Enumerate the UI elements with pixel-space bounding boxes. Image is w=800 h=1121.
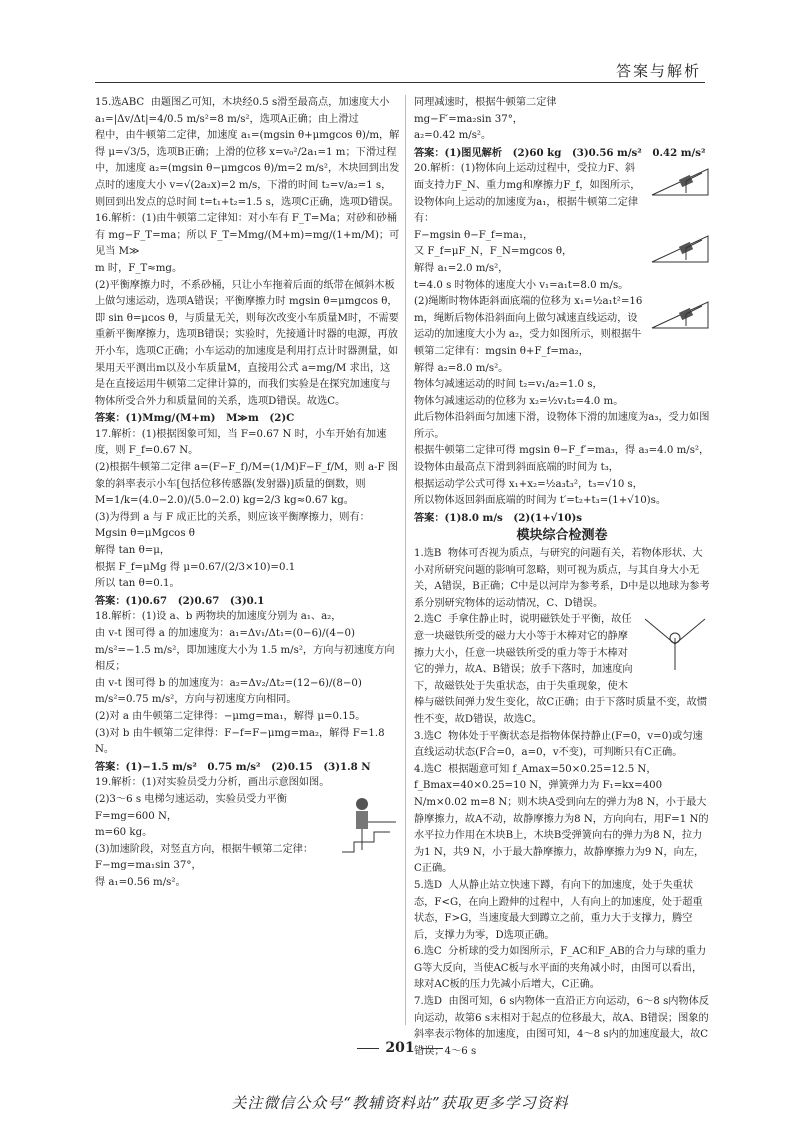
section-title: 模块综合检测卷 — [516, 528, 608, 544]
solution-paragraph: 19.解析：(1)对实验员受力分析，画出示意图如图。 — [95, 777, 330, 789]
page-header — [95, 52, 705, 83]
left-column — [95, 95, 400, 892]
solution-paragraph: 得 a₁=0.56 m/s²。 — [95, 876, 186, 888]
page-number: 201 — [340, 1040, 460, 1056]
solution-paragraph: 又 F_f=μF_N，F_N=mgcos θ， — [414, 246, 573, 258]
solution-paragraph: 根据运动学公式可得 x₁+x₂=½a₃t₃²，t₃=√10 s， — [414, 478, 643, 490]
answer-line: 答案：(1)−1.5 m/s² 0.75 m/s² (2)0.15 (3)1.8 N — [95, 760, 371, 773]
footer-note: 关注微信公众号“教辅资料站”获取更多学习资料 — [231, 1094, 569, 1112]
answer-line: 答案：(1)图见解析 (2)60 kg (3)0.56 m/s² 0.42 m/s² — [414, 146, 706, 159]
solution-paragraph: 由 v-t 图可得 b 的加速度为：a₂=Δv₂/Δt₂=(12−6)/(8−0) m/s²=0.75 m/s²，方向与初速度方向相同。 — [95, 677, 366, 706]
solution-paragraph: 5.选D 人从静止站立快速下蹲，有向下的加速度，处于失重状态，F<G，在向上蹬伸的过程中，人有向上的加速度，处于超重状态，F>G，当速度最大到蹲立之前，重力大于支撑力，腾空后，支撑力为零，D选项正确。 — [414, 879, 703, 941]
solution-paragraph: (3)加速阶段，对竖直方向，根据牛顿第二定律：F−mg=ma₁sin 37°， — [95, 843, 314, 872]
solution-paragraph: 根据牛顿第二定律可得 mgsin θ−F_f′=ma₃，得 a₃=4.0 m/s²， — [414, 445, 710, 457]
incline-force-diagram-1 — [650, 163, 710, 204]
solution-paragraph: 解得 a₂=8.0 m/s²。 — [414, 362, 509, 374]
solution-paragraph: (2)平衡摩擦力时，不系砂桶，只让小车拖着后面的纸带在倾斜木板上做匀速运动，选项A错误；平衡摩擦力时 mgsin θ=μmgcos θ，即 sin θ=μcos θ，与质量无关，则每次改变小车质量M时，不需要重新平衡摩擦力，选项B错误；实验时，先接通计时器的电源，再放开小车，选项C正确；小车运动的加速度是利用打点计时器测量，如果用天平测出m以及小车质量M，直接用公式 a=mg/M 求出，这是在直接运用牛顿第二定律计算的，而我们实验是在探究加速度与物体所受合外力和质量间的关系，选项D错误。故选C。 — [95, 279, 399, 407]
solution-paragraph: 由 v-t 图可得 a 的加速度为：a₁=Δv₁/Δt₁=(0−6)/(4−0) m/s²=−1.5 m/s²，即加速度大小为 1.5 m/s²，方向与初速度方向相反； — [95, 628, 395, 673]
solution-paragraph: (2)3～6 s 电梯匀速运动，实验员受力平衡 — [95, 792, 400, 809]
solution-paragraph: 6.选C 分析球的受力如图所示，F_AC和F_AB的合力与球的重力G等大反向，当使AC板与水平面的夹角减小时，由图可以看出，球对AC板的压力先减小后增大，C正确。 — [414, 946, 707, 991]
solution-paragraph: mg−F′=ma₂sin 37°， — [414, 113, 523, 125]
solution-paragraph: 解得 tan θ=μ， — [95, 545, 171, 557]
solution-paragraph: (3)为得到 a 与 F 成正比的关系，则应该平衡摩擦力，则有：Mgsin θ=μMgcos θ — [95, 511, 370, 540]
solution-paragraph: 设物体由最高点下滑到斜面底端的时间为 t₃， — [414, 462, 619, 474]
elevator-person-diagram — [340, 794, 400, 861]
solution-paragraph: (3)对 b 由牛顿第二定律得：F−f=F−μmg=ma₂，解得 F=1.8 N。 — [95, 727, 388, 756]
solution-paragraph: 16.解析：(1)由牛顿第二定律知：对小车有 F_T=Ma；对砂和砂桶有 mg−F_T=ma；所以 F_T=Mmg/(M+m)=mg/(1+m/M)；可见当 M≫ — [95, 213, 400, 258]
solution-paragraph: F=mg=600 N， — [95, 810, 178, 822]
solution-paragraph: 所以 tan θ=0.1。 — [95, 578, 180, 590]
solution-paragraph: 15.选ABC 由题图乙可知，木块经0.5 s滑至最高点，加速度大小 a₁=|Δv/Δt|=4/0.5 m/s²=8 m/s²，选项A正确；由上滑过 — [95, 97, 393, 125]
solution-paragraph: 20.解析：(1)物体向上运动过程中，受拉力F、斜面支持力F_N、重力mg和摩擦力F_f，如图所示，设物体向上运动的加速度为a₁，根据牛顿第二定律有： — [414, 161, 710, 227]
solution-paragraph: 2.选C 手拿住静止时，说明磁铁处于平衡，故任意一块磁铁所受的磁力大小等于木棒对它的静摩擦力大小，任意一块磁铁所受的重力等于木棒对它的弹力，故A、B错误；放手下落时，加速度向下，故磁铁处于失重状态，由于失重现象，使木棒与磁铁间弹力发生变化，故C正确；由于下落时质量不变，故惯性不变，故D错误，故选C。 — [414, 612, 710, 728]
solution-paragraph: 所以物体返回斜面底端的时间为 t′=t₂+t₃=(1+√10)s。 — [414, 495, 667, 507]
header-title: 答案与解析 — [615, 62, 701, 80]
solution-paragraph: 1.选B 物体可否视为质点，与研究的问题有关，若物体形状、大小对所研究问题的影响可忽略，则可视为质点，与其自身大小无关，A错误，B正确；C中是以河岸为参考系，D中是以地球为参考系分别研究物体的运动情况，C、D错误。 — [414, 548, 710, 609]
solution-paragraph: F−mgsin θ−F_f=ma₁， — [414, 228, 710, 245]
solution-paragraph: 3.选C 物体处于平衡状态是指物体保持静止(F=0，v=0)或匀速直线运动状态(F合=0，a=0，v不变)，可判断只有C正确。 — [414, 730, 703, 759]
ball-force-diagram — [640, 614, 710, 681]
incline-force-diagram-3 — [650, 296, 710, 337]
solution-paragraph: 解得 a₁=2.0 m/s²， — [414, 262, 509, 274]
solution-paragraph: (2)根据牛顿第二定律 a=(F−F_f)/M=(1/M)F−F_f/M，则 a-F 图象的斜率表示小车[包括位移传感器(发射器)]质量的倒数，则 M=1/k=(4.0−2.0)/(5.0−2.0) kg=2/3 kg≈0.67 kg。 — [95, 462, 398, 507]
solution-paragraph: 中，加速度 a₂=(mgsin θ−μmgcos θ)/m=2 m/s²，木块回到出发点时的速度大小 v=√(2a₂x)=2 m/s，下滑的时间 t₂=v/a₂=1 s，则回到出发点的总时间 t=t₁+t₂=1.5 s，选项C正确，选项D错误。 — [95, 163, 400, 208]
right-column — [414, 95, 710, 1060]
column-divider — [405, 95, 406, 1025]
answer-line: 答案：(1)8.0 m/s (2)(1+√10)s — [414, 511, 583, 524]
solution-paragraph: 4.选C 根据题意可知 f_Amax=50×0.25=12.5 N，f_Bmax=40×0.25=10 N，弹簧弹力为 F₁=kx=400 N/m×0.02 m=8 N；则木块A受到向左的弹力为8 N，小于最大静摩擦力，故A不动，故静摩擦力为8 N，方向向右，用F=1 N的水平拉力作用在木块B上，木块B受弹簧向右的弹力为8 N，拉力为1 N，共9 N，小于最大静摩擦力，故静摩擦力为9 N，向左，C正确。 — [414, 763, 709, 875]
solution-paragraph: 18.解析：(1)设 a、b 两物块的加速度分别为 a₁、a₂， — [95, 611, 342, 623]
solution-paragraph: a₂=0.42 m/s²。 — [414, 130, 492, 142]
answer-line: 答案：(1)Mmg/(M+m) M≫m (2)C — [95, 412, 295, 425]
solution-paragraph: (2)对 a 由牛顿第二定律得：−μmg=ma₁，解得 μ=0.15。 — [95, 710, 366, 722]
solution-paragraph: 程中，由牛顿第二定律，加速度 a₁=(mgsin θ+μmgcos θ)/m，解得 μ=√3/5，选项B正确；上滑的位移 x=v₀²/2a₁=1 m；下滑过程 — [95, 130, 400, 158]
solution-paragraph: t=4.0 s 时物体的速度大小 v₁=a₁t=8.0 m/s。 — [414, 279, 629, 291]
solution-paragraph: 17.解析：(1)根据图象可知，当 F=0.67 N 时，小车开始有加速度，则 F_f=0.67 N。 — [95, 428, 387, 457]
incline-force-diagram-2 — [650, 230, 710, 271]
solution-paragraph: m 时，F_T≈mg。 — [95, 262, 183, 274]
solution-paragraph: 根据 F_f=μMg 得 μ=0.67/(2/3×10)=0.1 — [95, 561, 296, 573]
solution-paragraph: 此后物体沿斜面匀加速下滑，设物体下滑的加速度为a₃，受力如图所示。 — [414, 412, 710, 440]
answer-line: 答案：(1)0.67 (2)0.67 (3)0.1 — [95, 594, 265, 607]
solution-paragraph: 物体匀减速运动的时间 t₂=v₁/a₂=1.0 s， — [414, 379, 603, 391]
solution-paragraph: m=60 kg。 — [95, 827, 153, 839]
solution-paragraph: 物体匀减速运动的位移为 x₂=½v₁t₂=4.0 m。 — [414, 395, 624, 407]
solution-paragraph: 7.选D 由图可知，6 s内物体一直沿正方向运动，6～8 s内物体反向运动，故第6 s末相对于起点的位移最大，故A、B错误；图象的斜率表示物体的加速度，由图可知，4～8 s内的加速度最大，故C错误；4～6 s — [414, 996, 710, 1057]
solution-paragraph: 同理减速时，根据牛顿第二定律 — [414, 97, 557, 108]
solution-paragraph: (2)绳断时物体距斜面底端的位移为 x₁=½a₁t²=16 m，绳断后物体沿斜面向上做匀减速直线运动，设运动的加速度大小为 a₂，受力如图所示，则根据牛顿第二定律有：mgsin θ+F_f=ma₂， — [414, 294, 710, 360]
